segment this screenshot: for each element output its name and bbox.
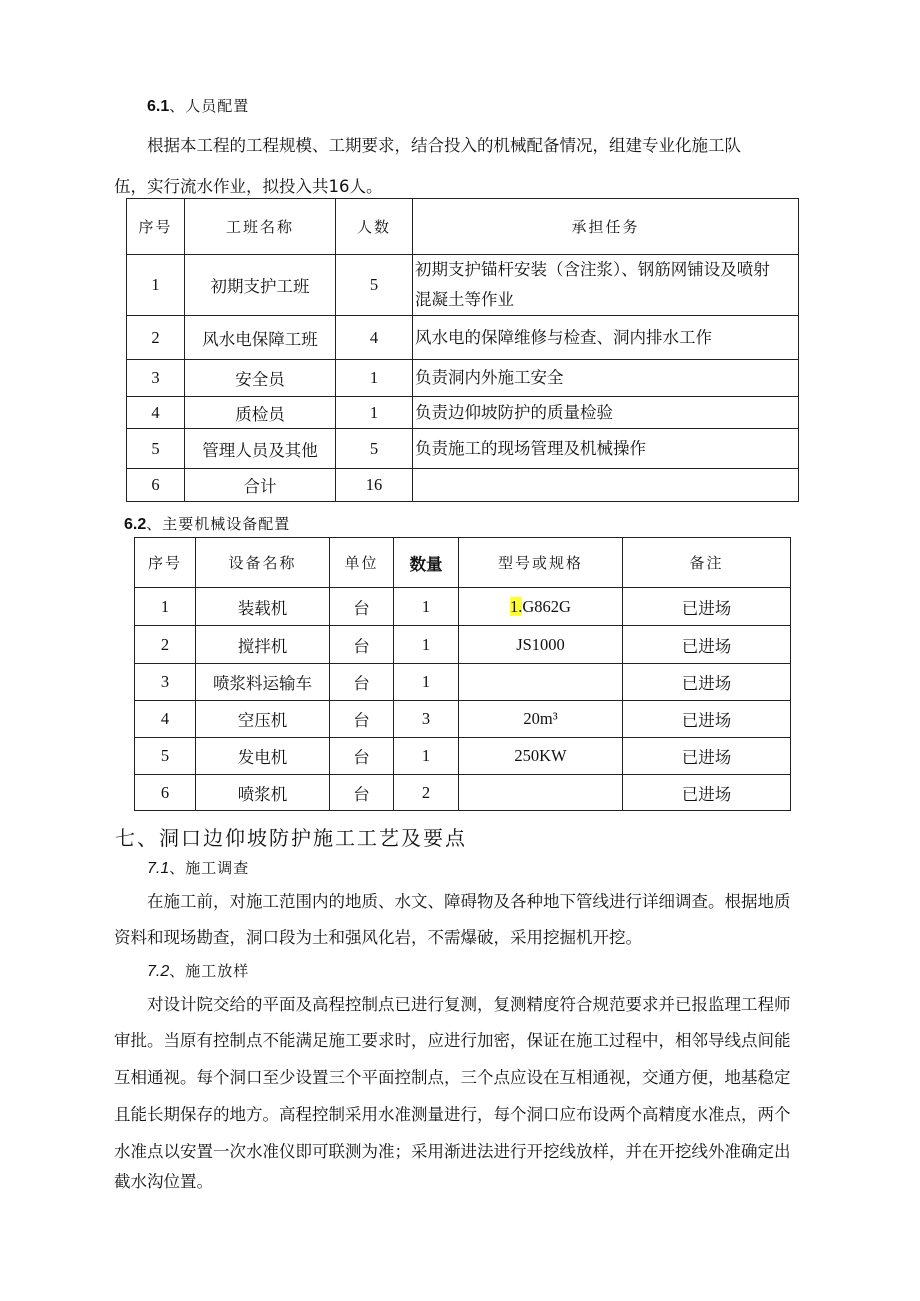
- cell-name: 喷浆机: [196, 775, 330, 811]
- header-cell: 单位: [330, 538, 394, 588]
- cell-name: 安全员: [185, 360, 336, 397]
- cell-model: 250KW: [459, 738, 623, 775]
- cell-no: 3: [127, 360, 185, 397]
- cell-model: JS1000: [459, 626, 623, 664]
- section-title: 、施工放样: [169, 962, 250, 980]
- cell-no: 1: [135, 588, 196, 626]
- section-number: 7.2: [147, 963, 170, 980]
- table-row: [127, 316, 799, 360]
- section-number: 7.1: [147, 860, 170, 877]
- section-7-2-heading: [147, 960, 249, 981]
- header-cell: 承担任务: [413, 199, 799, 255]
- cell-note: 已进场: [623, 626, 791, 664]
- cell-note: 已进场: [623, 701, 791, 738]
- cell-count: 1: [336, 397, 413, 429]
- cell-qty: 2: [394, 775, 459, 811]
- table-row: [135, 738, 791, 775]
- cell-model: [459, 588, 623, 626]
- cell-qty: 1: [394, 664, 459, 701]
- cell-model: [459, 775, 623, 811]
- table-header-row: [127, 199, 799, 255]
- cell-name: 装载机: [196, 588, 330, 626]
- cell-no: 4: [127, 397, 185, 429]
- header-cell: 工班名称: [185, 199, 336, 255]
- cell-model: [459, 664, 623, 701]
- cell-no: 5: [135, 738, 196, 775]
- cell-no: 6: [135, 775, 196, 811]
- cell-model: 20m³: [459, 701, 623, 738]
- table-row: [135, 626, 791, 664]
- cell-unit: 台: [330, 701, 394, 738]
- cell-no: 3: [135, 664, 196, 701]
- header-cell: 序号: [127, 199, 185, 255]
- cell-count: 5: [336, 429, 413, 469]
- table-row: [127, 469, 799, 502]
- highlighted-text: 1.: [510, 596, 523, 616]
- cell-name: 合计: [185, 469, 336, 502]
- table-row: [127, 360, 799, 397]
- table-row: [135, 664, 791, 701]
- cell-no: 6: [127, 469, 185, 502]
- section-7-1-heading: [147, 857, 249, 878]
- table-row: [127, 255, 799, 316]
- cell-unit: 台: [330, 738, 394, 775]
- section-number: 6.1: [147, 98, 170, 115]
- cell-name: 管理人员及其他: [185, 429, 336, 469]
- header-cell: 数量: [394, 538, 459, 588]
- section-number: 6.2: [124, 516, 147, 533]
- paragraph-line: 在施工前，对施工范围内的地质、水文、障碍物及各种地下管线进行详细调查。根据地质: [147, 892, 791, 911]
- cell-count: 16: [336, 469, 413, 502]
- cell-note: 已进场: [623, 738, 791, 775]
- paragraph-line: 资料和现场勘查，洞口段为土和强风化岩，不需爆破，采用挖掘机开挖。: [114, 928, 642, 947]
- header-cell: 人数: [336, 199, 413, 255]
- cell-name: 风水电保障工班: [185, 316, 336, 360]
- cell-qty: 1: [394, 588, 459, 626]
- paragraph-line: 水准点以安置一次水准仪即可联测为准；采用渐进法进行开挖线放样，并在开挖线外准确定出: [114, 1142, 791, 1161]
- cell-name: 空压机: [196, 701, 330, 738]
- cell-task: [413, 469, 799, 502]
- section-title: 、人员配置: [169, 97, 250, 115]
- cell-qty: 1: [394, 626, 459, 664]
- cell-task: 负责洞内外施工安全: [413, 360, 799, 397]
- paragraph-line: 互相通视。每个洞口至少设置三个平面控制点，三个点应设在互相通视，交通方便，地基稳定: [114, 1068, 791, 1087]
- table-row: [135, 588, 791, 626]
- paragraph-line: 对设计院交给的平面及高程控制点已进行复测，复测精度符合规范要求并已报监理工程师: [147, 995, 791, 1014]
- paragraph-line: 截水沟位置。: [114, 1172, 213, 1191]
- section-6-2-heading: [124, 513, 290, 534]
- cell-qty: 3: [394, 701, 459, 738]
- cell-qty: 1: [394, 738, 459, 775]
- table-row: [135, 701, 791, 738]
- paragraph-line: 根据本工程的工程规模、工期要求，结合投入的机械配备情况，组建专业化施工队: [147, 136, 741, 155]
- header-cell: 序号: [135, 538, 196, 588]
- section-6-1-heading: [147, 95, 249, 116]
- cell-no: 4: [135, 701, 196, 738]
- cell-no: 2: [135, 626, 196, 664]
- section-title: 、主要机械设备配置: [146, 515, 291, 533]
- header-cell: 型号或规格: [459, 538, 623, 588]
- table-row: [127, 397, 799, 429]
- cell-no: 5: [127, 429, 185, 469]
- cell-name: 喷浆料运输车: [196, 664, 330, 701]
- table-row: [127, 429, 799, 469]
- cell-unit: 台: [330, 626, 394, 664]
- cell-task: 负责边仰坡防护的质量检验: [413, 397, 799, 429]
- task-line: 初期支护锚杆安装（含注浆）、钢筋网铺设及喷射: [415, 260, 770, 279]
- cell-count: 5: [336, 255, 413, 316]
- task-line: 混凝土等作业: [415, 290, 514, 309]
- section-title: 、施工调查: [169, 859, 250, 877]
- cell-name: 搅拌机: [196, 626, 330, 664]
- table-header-row: [135, 538, 791, 588]
- cell-no: 2: [127, 316, 185, 360]
- cell-task: 负责施工的现场管理及机械操作: [413, 429, 799, 469]
- cell-name: 初期支护工班: [185, 255, 336, 316]
- paragraph-line: 审批。当原有控制点不能满足施工要求时，应进行加密，保证在施工过程中，相邻导线点间能: [114, 1031, 791, 1050]
- paragraph-line: 伍，实行流水作业，拟投入共16人。: [114, 177, 383, 196]
- cell-unit: 台: [330, 588, 394, 626]
- cell-note: 已进场: [623, 588, 791, 626]
- header-cell: 设备名称: [196, 538, 330, 588]
- cell-note: 已进场: [623, 664, 791, 701]
- staff-table: [126, 198, 799, 502]
- header-cell: 备注: [623, 538, 791, 588]
- cell-task: [413, 255, 799, 316]
- cell-count: 1: [336, 360, 413, 397]
- cell-count: 4: [336, 316, 413, 360]
- cell-unit: 台: [330, 775, 394, 811]
- table-row: [135, 775, 791, 811]
- model-text: G862G: [522, 596, 571, 616]
- cell-unit: 台: [330, 664, 394, 701]
- section-7-heading: 七、洞口边仰坡防护施工工艺及要点: [115, 826, 467, 850]
- equipment-table: [134, 537, 791, 811]
- cell-note: 已进场: [623, 775, 791, 811]
- paragraph-line: 且能长期保存的地方。高程控制采用水准测量进行，每个洞口应布设两个高精度水准点，两个: [114, 1105, 791, 1124]
- cell-no: 1: [127, 255, 185, 316]
- cell-name: 质检员: [185, 397, 336, 429]
- cell-task: 风水电的保障维修与检查、洞内排水工作: [413, 316, 799, 360]
- cell-name: 发电机: [196, 738, 330, 775]
